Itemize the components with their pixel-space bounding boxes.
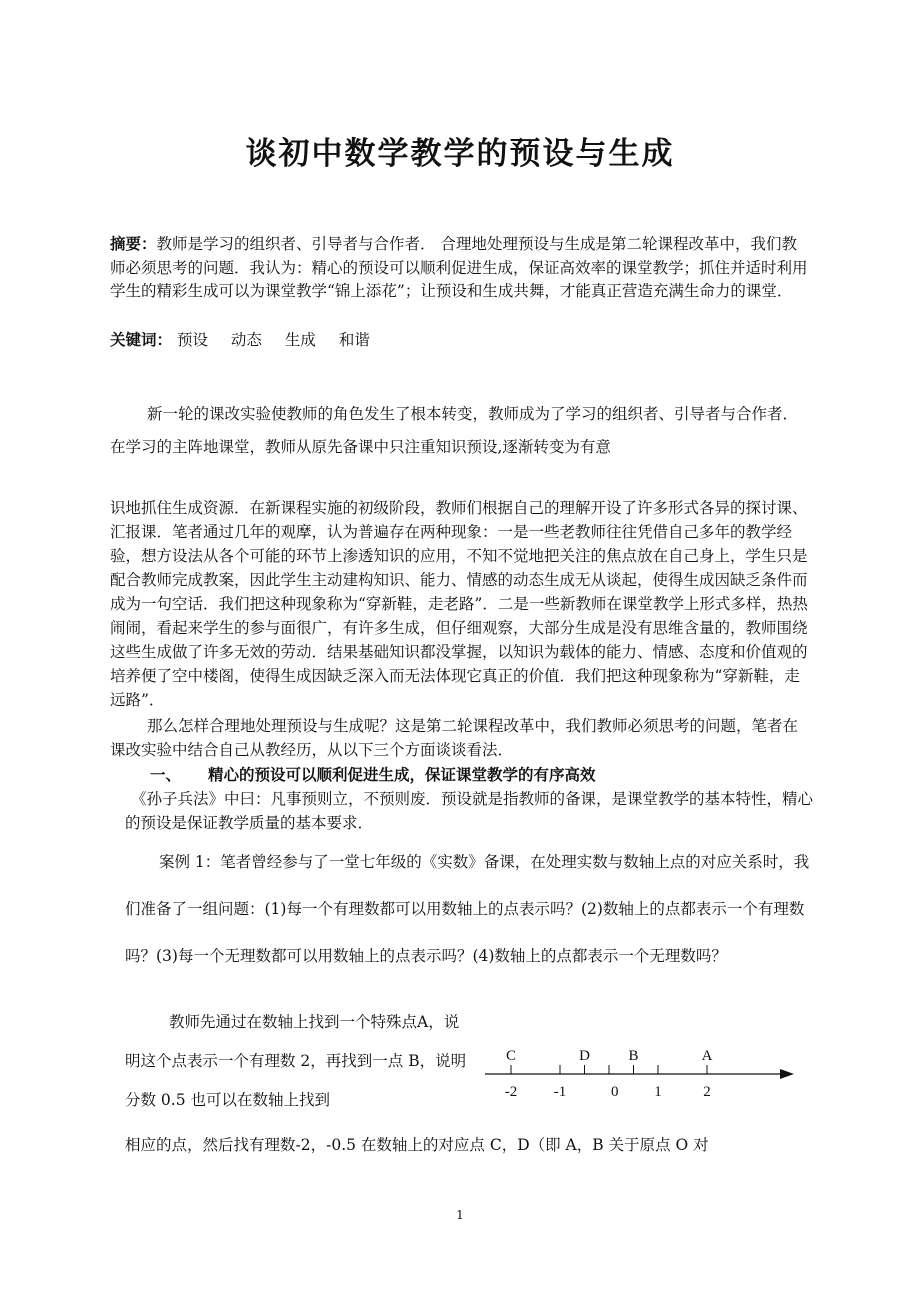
tick-label: 2 (703, 1084, 711, 1100)
number-line-figure (480, 1040, 800, 1110)
paragraph-phenomena: 识地抓住生成资源．在新课程实施的初级阶段，教师们根据自己的理解开设了许多形式各异的探讨课、汇报课．笔者通过几年的观摩，认为普遍存在两种现象：一是一些老教师往往凭借自己多年的教学经验，想方设法从各个可能的环节上渗透知识的应用，不知不觉地把关注的焦点放在自己身上，学生只是配合教师完成教案，因此学生主动建构知识、能力、情感的动态生成无从谈起，使得生成因缺乏条件而成为一句空话．我们把这种现象称为“穿新鞋，走老路”．二是一些新教师在课堂教学上形式多样，热热闹闹，看起来学生的参与面很广，有许多生成，但仔细观察，大部分生成是没有思维含量的，教师围绕这些生成做了许多无效的劳动．结果基础知识都没掌握，以知识为载体的能力、情感、态度和价值观的培养便了空中楼阁，使得生成因缺乏深入而无法体现它真正的价值．我们把这种现象称为“穿新鞋，走远路”． (110, 499, 808, 709)
abstract-text: 教师是学习的组织者、引导者与合作者． 合理地处理预设与生成是第二轮课程改革中，我们教师必须思考的问题．我认为：精心的预设可以顺利促进生成，保证高效率的课堂教学；抓住并适时利用学生的精彩生成可以为课堂教学“锦上添花”；让预设和生成共舞，才能真正营造充满生命力的课堂． (110, 235, 808, 300)
tick-label: -2 (504, 1084, 518, 1100)
keywords-label: 关键词： (110, 330, 173, 349)
paragraph-continuation: 相应的点，然后找有理数-2，-0.5 在数轴上的对应点 C，D（即 A，B 关于原点 O 对 (125, 1136, 709, 1154)
keyword: 生成 (284, 331, 316, 349)
section-title: 精心的预设可以顺利促进生成，保证课堂教学的有序高效 (208, 765, 596, 784)
section-heading (150, 763, 596, 787)
keyword: 动态 (230, 331, 262, 349)
document-title: 谈初中数学教学的预设与生成 (245, 136, 675, 172)
point-label: A (701, 1048, 713, 1064)
abstract (110, 232, 810, 304)
keywords (110, 328, 810, 352)
keyword: 预设 (176, 331, 208, 349)
point-label: D (579, 1048, 590, 1064)
axis-ticks (505, 1065, 711, 1100)
tick-label: -1 (553, 1084, 567, 1100)
keyword: 和谐 (338, 331, 370, 349)
paragraph-case-1: 案例 1：笔者曾经参与了一堂七年级的《实数》备课，在处理实数与数轴上点的对应关系时，我们准备了一组问题：(1)每一个有理数都可以用数轴上的点表示吗？(2)数轴上的点都表示一个有理数吗？(3)每一个无理数都可以用数轴上的点表示吗？(4)数轴上的点都表示一个无理数吗？ (125, 853, 810, 965)
tick-label: 1 (654, 1084, 662, 1100)
paragraph-intro: 新一轮的课改实验使教师的角色发生了根本转变，教师成为了学习的组织者、引导者与合作者．在学习的主阵地课堂，教师从原先备课中只注重知识预设,逐渐转变为有意 (110, 405, 799, 456)
paragraph-teacher-method: 教师先通过在数轴上找到一个特殊点A，说明这个点表示一个有理数 2，再找到一点 B，说明分数 0.5 也可以在数轴上找到 (125, 1013, 467, 1109)
tick-label: 0 (611, 1084, 619, 1100)
axis-arrow-icon (780, 1069, 794, 1079)
paragraph-sunzi: 《孙子兵法》中曰：凡事预则立，不预则废．预设就是指教师的备课，是课堂教学的基本特性，精心的预设是保证教学质量的基本要求． (125, 790, 814, 832)
point-label: C (505, 1048, 517, 1064)
paragraph-question: 那么怎样合理地处理预设与生成呢？这是第二轮课程改革中，我们教师必须思考的问题，笔者在课改实验中结合自己从教经历，从以下三个方面谈谈看法． (110, 717, 799, 759)
abstract-label: 摘要： (110, 234, 157, 253)
point-label: B (628, 1048, 639, 1064)
page-number: 1 (456, 1208, 464, 1222)
section-number: 一、 (150, 765, 182, 784)
